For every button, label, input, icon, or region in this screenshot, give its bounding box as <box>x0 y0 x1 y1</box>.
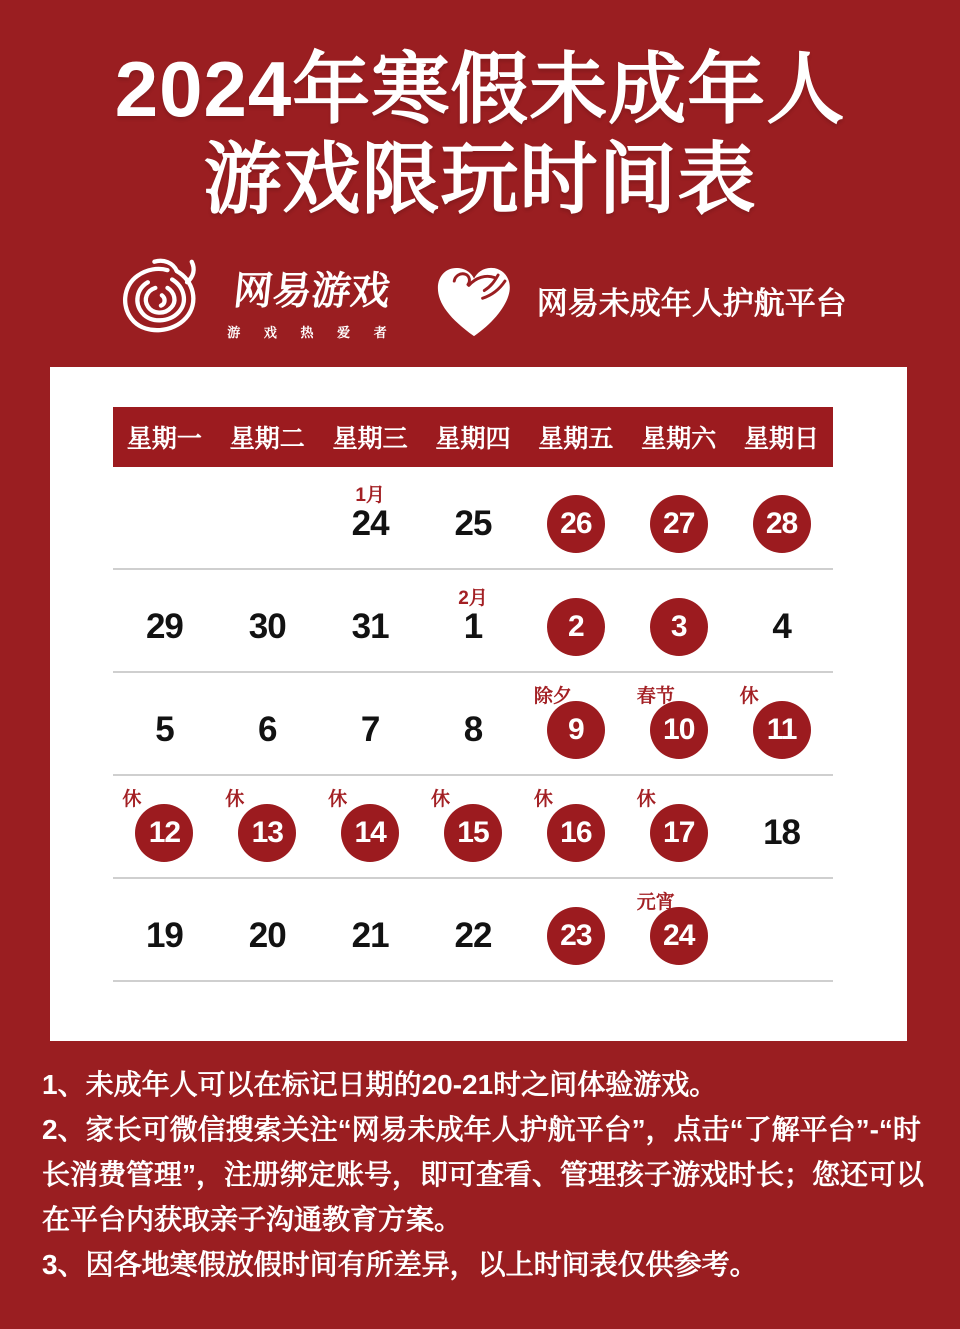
holiday-label: 休 <box>636 789 656 810</box>
date: 20 <box>248 915 286 955</box>
date: 30 <box>248 606 286 646</box>
date: 24 <box>351 503 389 543</box>
holiday-label: 休 <box>225 789 245 810</box>
playable-date: 16 <box>547 804 605 862</box>
holiday-label: 休 <box>328 789 348 810</box>
holiday-label: 休 <box>430 789 450 810</box>
weekday-label: 星期六 <box>641 425 717 453</box>
weekday-label: 星期一 <box>126 425 202 453</box>
calendar-empty-cell <box>730 879 833 980</box>
calendar-day-cell <box>216 776 319 877</box>
calendar-empty-cell <box>113 467 216 568</box>
calendar-day-cell <box>422 673 525 774</box>
calendar-day-cell <box>319 467 422 568</box>
netease-logo-text-block <box>227 260 396 341</box>
date: 6 <box>258 709 277 749</box>
date: 25 <box>454 503 492 543</box>
calendar-day-cell <box>627 879 730 980</box>
calendar-empty-cell <box>216 467 319 568</box>
playable-date: 27 <box>650 495 708 553</box>
calendar-row <box>113 673 833 776</box>
calendar-day-cell <box>319 570 422 671</box>
calendar-day-cell <box>113 570 216 671</box>
playable-date: 15 <box>444 804 502 862</box>
calendar-grid <box>113 467 833 982</box>
calendar-day-cell <box>730 776 833 877</box>
date: 5 <box>155 709 174 749</box>
date: 19 <box>145 915 183 955</box>
weekday-label: 星期日 <box>744 425 820 453</box>
calendar-day-cell <box>113 673 216 774</box>
date: 31 <box>351 606 389 646</box>
netease-logo-text: 网易游戏 <box>231 269 392 313</box>
calendar-day-cell <box>730 467 833 568</box>
playable-date: 17 <box>650 804 708 862</box>
holiday-label: 元宵 <box>636 892 675 913</box>
netease-tagline: 游 戏 热 爱 者 <box>227 324 397 340</box>
calendar-day-cell <box>113 879 216 980</box>
month-label: 1月 <box>355 485 385 506</box>
playable-date: 3 <box>650 598 708 656</box>
calendar-day-cell <box>319 879 422 980</box>
calendar-day-cell <box>627 570 730 671</box>
calendar-day-cell <box>422 467 525 568</box>
playable-date: 11 <box>753 701 811 759</box>
calendar-day-cell <box>113 776 216 877</box>
calendar-day-cell <box>524 776 627 877</box>
playable-date: 10 <box>650 701 708 759</box>
holiday-label: 除夕 <box>533 686 572 707</box>
playable-date: 12 <box>135 804 193 862</box>
calendar-row <box>113 467 833 570</box>
date: 1 <box>463 606 483 646</box>
calendar-day-cell <box>524 570 627 671</box>
date: 4 <box>772 606 791 646</box>
date: 8 <box>463 709 483 749</box>
holiday-label: 休 <box>122 789 142 810</box>
calendar-day-cell <box>524 467 627 568</box>
date: 22 <box>454 915 492 955</box>
calendar-day-cell <box>319 673 422 774</box>
playable-date: 2 <box>547 598 605 656</box>
heart-hand-icon <box>431 260 517 340</box>
playable-date: 23 <box>547 907 605 965</box>
weekday-header-bar <box>113 407 833 467</box>
title-line-1: 2024年寒假未成年人 <box>114 45 846 133</box>
calendar-row <box>113 776 833 879</box>
holiday-label: 春节 <box>636 686 675 707</box>
playable-date: 28 <box>753 495 811 553</box>
calendar-day-cell <box>730 570 833 671</box>
calendar-day-cell <box>422 570 525 671</box>
calendar-row <box>113 879 833 982</box>
playable-date: 13 <box>238 804 296 862</box>
note-line: 1、未成年人可以在标记日期的20-21时之间体验游戏。 <box>42 1069 718 1100</box>
calendar-day-cell <box>730 673 833 774</box>
calendar-day-cell <box>422 879 525 980</box>
title-line-2: 游戏限玩时间表 <box>203 135 757 223</box>
weekday-label: 星期三 <box>332 425 408 453</box>
date: 18 <box>763 812 801 852</box>
date: 29 <box>145 606 183 646</box>
notes-block <box>42 1062 932 1287</box>
calendar-day-cell <box>216 879 319 980</box>
date: 21 <box>351 915 389 955</box>
netease-flame-icon <box>113 258 207 342</box>
calendar-day-cell <box>422 776 525 877</box>
playable-date: 9 <box>547 701 605 759</box>
note-line: 3、因各地寒假放假时间有所差异，以上时间表仅供参考。 <box>42 1249 758 1280</box>
calendar-card <box>50 367 907 1041</box>
brand-row <box>0 252 960 348</box>
page-title <box>0 44 960 224</box>
note-line: 2、家长可微信搜索关注“网易未成年人护航平台”，点击“了解平台”-“时长消费管理”，注册绑定账号，即可查看、管理孩子游戏时长；您还可以在平台内获取亲子沟通教育方案。 <box>42 1114 925 1235</box>
weekday-label: 星期四 <box>435 425 511 453</box>
playable-date: 24 <box>650 907 708 965</box>
holiday-label: 休 <box>739 686 759 707</box>
weekday-label: 星期五 <box>538 425 614 453</box>
playable-date: 26 <box>547 495 605 553</box>
weekday-label: 星期二 <box>229 425 305 453</box>
calendar-day-cell <box>524 673 627 774</box>
calendar-day-cell <box>627 467 730 568</box>
calendar-row <box>113 570 833 673</box>
platform-name: 网易未成年人护航平台 <box>536 285 847 321</box>
playable-date: 14 <box>341 804 399 862</box>
calendar-day-cell <box>524 879 627 980</box>
date: 7 <box>360 709 380 749</box>
calendar-day-cell <box>216 673 319 774</box>
calendar-day-cell <box>627 776 730 877</box>
calendar-day-cell <box>216 570 319 671</box>
calendar-day-cell <box>627 673 730 774</box>
holiday-label: 休 <box>533 789 553 810</box>
month-label: 2月 <box>458 588 488 609</box>
calendar-day-cell <box>319 776 422 877</box>
